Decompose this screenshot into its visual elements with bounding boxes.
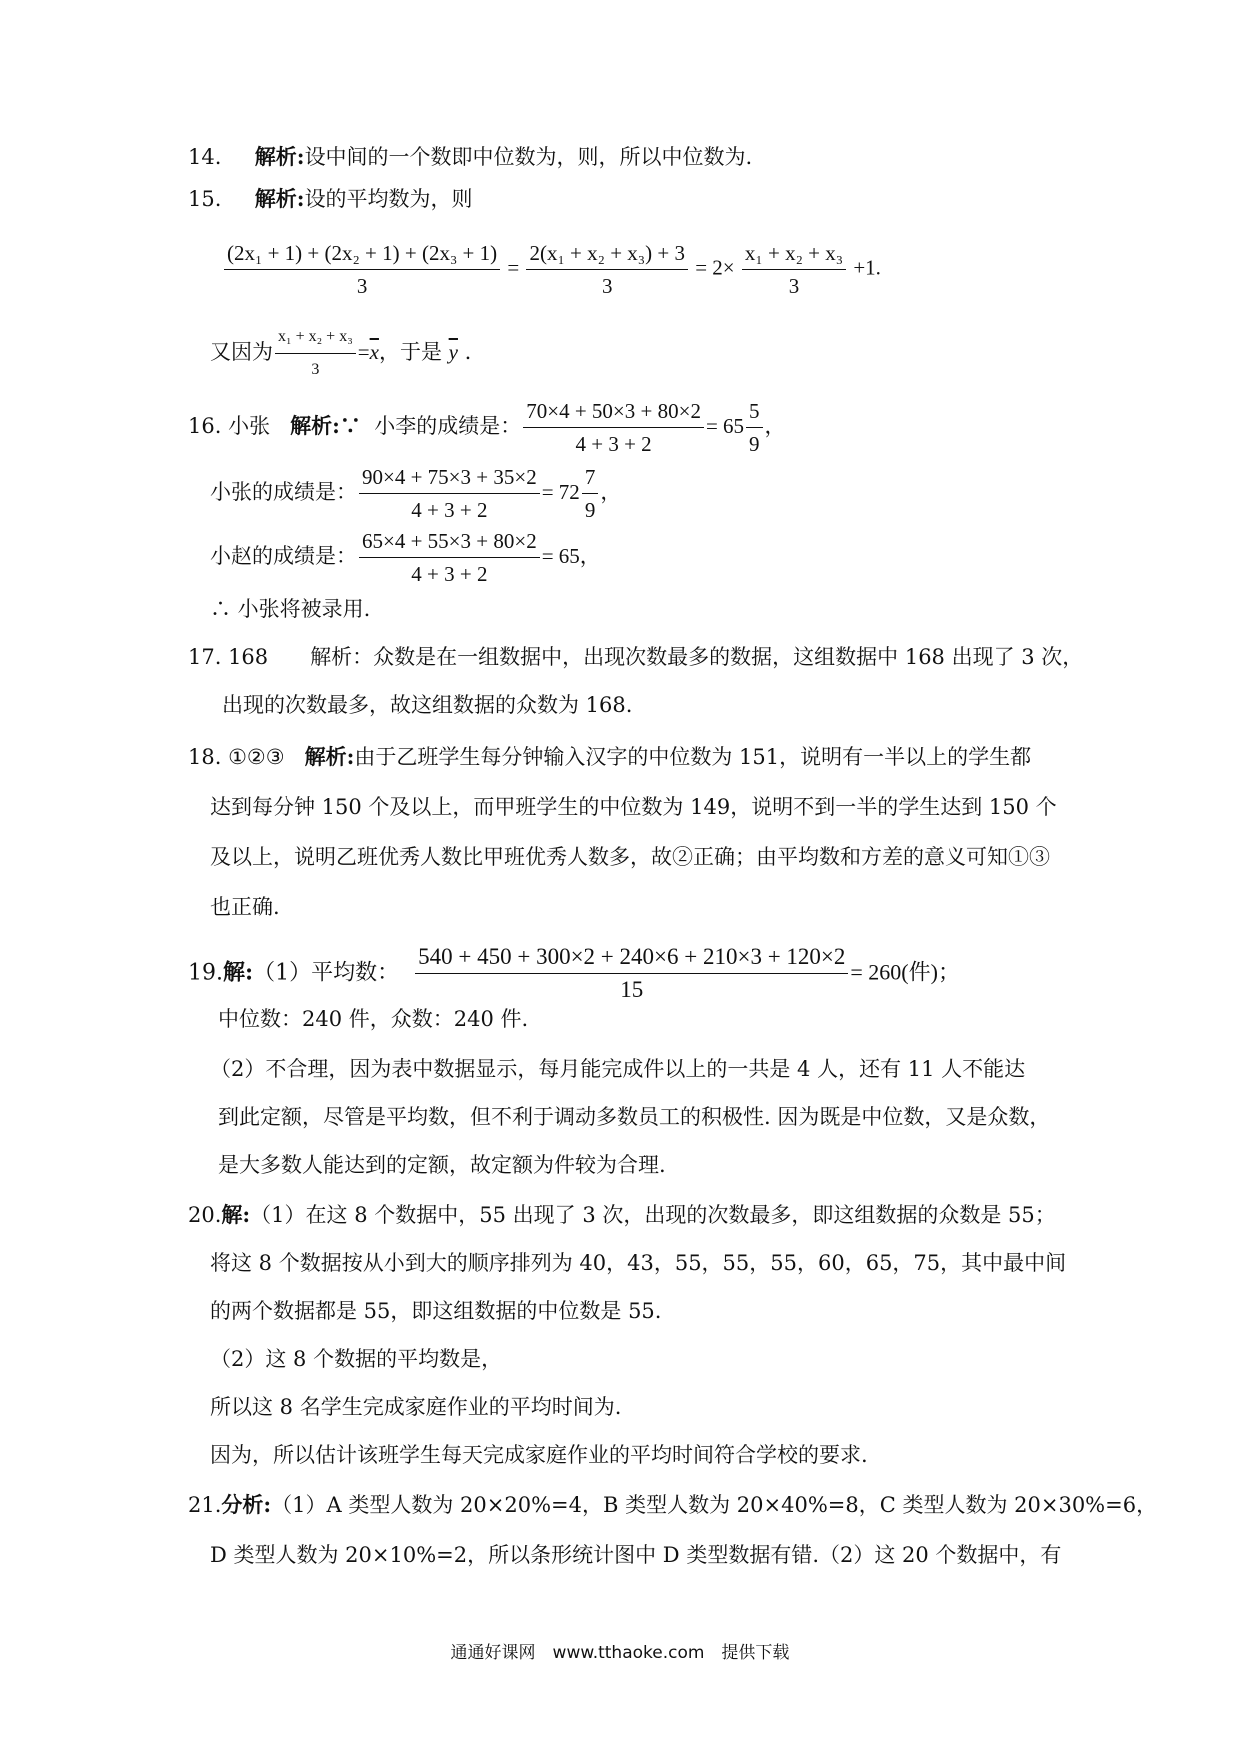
text: ， — [600, 480, 622, 504]
text: 又因为 — [210, 340, 273, 364]
fraction-denominator: 3 — [311, 361, 320, 378]
equation-text: = — [357, 340, 370, 364]
page-footer: 通通好课网 www.tthaoke.com 提供下载 — [450, 1643, 790, 1663]
fraction-numerator: 65×4 + 55×3 + 80×2 — [359, 526, 540, 558]
answer-21-line2: D 类型人数为 20×10%=2，所以条形统计图中 D 类型数据有错.（2）这 20 个数据中，有 — [210, 1543, 1062, 1567]
equation-text: = 72 — [541, 480, 580, 504]
answer-20-line4: （2）这 8 个数据的平均数是， — [210, 1347, 503, 1371]
fraction-denominator: 3 — [601, 274, 613, 298]
answer-16-line2 — [210, 462, 621, 525]
item-text: 设中间的一个数即中位数为，则，所以中位数为. — [304, 145, 753, 169]
item-text: （1）A 类型人数为 20×20%=4，B 类型人数为 20×40%=8，C 类型人数为 20×30%=6， — [271, 1493, 1158, 1517]
equation-text: = 2× — [695, 255, 735, 280]
answer-20-line3: 的两个数据都是 55，即这组数据的中位数是 55. — [210, 1299, 662, 1323]
fraction-denominator: 4 + 3 + 2 — [411, 562, 488, 586]
fraction-denominator: 3 — [788, 274, 800, 298]
item-number: 16. 小张 — [188, 414, 271, 438]
fraction-numerator: 70×4 + 50×3 + 80×2 — [523, 396, 704, 428]
fraction-numerator: x₁ + x₂ + x₃ — [275, 322, 356, 354]
answer-16-conclusion: ∴ 小张将被录用. — [210, 597, 371, 621]
fraction-numerator: 5 — [746, 396, 763, 428]
fraction-denominator: 3 — [356, 274, 368, 298]
answer-20-line6: 因为，所以估计该班学生每天完成家庭作业的平均时间符合学校的要求. — [210, 1443, 868, 1467]
fraction-numerator: (2x₁ + 1) + (2x₂ + 1) + (2x₃ + 1) — [224, 238, 500, 270]
equation-text: = 260(件)； — [850, 959, 960, 985]
item-number: 20. — [188, 1203, 222, 1227]
answer-19-line4: 到此定额，尽管是平均数，但不利于调动多数员工的积极性. 因为既是中位数，又是众数， — [218, 1105, 1051, 1129]
item-text: 设的平均数为，则 — [304, 187, 473, 211]
text: （1）平均数： — [253, 960, 400, 986]
item-number: 19. — [188, 960, 223, 986]
answer-18-line2: 达到每分钟 150 个及以上，而甲班学生的中位数为 149，说明不到一半的学生达到 150 个 — [210, 795, 1057, 819]
answer-14: 14. 解析:设中间的一个数即中位数为，则，所以中位数为. — [188, 144, 753, 169]
fraction-numerator: 2(x₁ + x₂ + x₃) + 3 — [526, 238, 687, 270]
text: ， — [764, 414, 786, 438]
answer-19-line1: 19.解:（1）平均数： $\frac{540 + 450 + 300\times 2 + 240\times 6 + 210\times 3 + 120\times 2}{15}$ = 260(件)； — [188, 942, 960, 1005]
answer-19-line5: 是大多数人能达到的定额，故定额为件较为合理. — [218, 1153, 666, 1177]
answer-18-line3: 及以上，说明乙班优秀人数比甲班优秀人数多，故②正确；由平均数和方差的意义可知①③ — [210, 845, 1050, 869]
mean-y: $\overline{y}$ — [448, 340, 458, 364]
item-text: （1）在这 8 个数据中，55 出现了 3 次，出现的次数最多，即这组数据的众数是 55； — [250, 1203, 1056, 1227]
fraction-numerator: x₁ + x₂ + x₃ — [742, 238, 846, 270]
text: 小张的成绩是： — [210, 480, 357, 504]
fraction-denominator: 9 — [584, 498, 596, 522]
item-text: 由于乙班学生每分钟输入汉字的中位数为 151，说明有一半以上的学生都 — [354, 745, 1032, 769]
fraction-numerator: 540 + 450 + 300×2 + 240×6 + 210×3 + 120×2 — [415, 942, 848, 974]
item-label: 解析 — [254, 144, 297, 169]
item-label: 分析 — [221, 1492, 264, 1517]
answer-16: 16. 小张 解析:∵ 小李的成绩是： $\frac{70\times 4 + 50\times 3 + 80\times 2}{4 + 3 + 2}$ = 65 $\frac{5}{9}$ ， — [188, 396, 786, 459]
item-number: 21. — [188, 1493, 222, 1517]
mean-x: $\overline{x}$ — [369, 340, 379, 364]
answer-16-line3 — [210, 526, 601, 589]
fraction-numerator: 90×4 + 75×3 + 35×2 — [359, 462, 540, 494]
because-symbol: ∵ — [339, 413, 361, 438]
answer-15: 15. 解析:设的平均数为，则 — [188, 186, 473, 211]
equation-15-line2 — [210, 322, 471, 385]
equation-15-main: $\frac{\text{(2x₁ + 1) + (2x₂ + 1) + (2x₃ + 1)}}{3}$ = $\frac{\text{2(x₁ + x₂ + x₃) + 3}}{3}$ = 2× $\frac{\text{x₁ + x₂ + x₃}}{3}$ +1. — [222, 238, 881, 301]
fraction-denominator: 4 + 3 + 2 — [411, 498, 488, 522]
item-number: 18. ①②③ — [188, 745, 285, 769]
answer-18-line1: 18. ①②③ 解析:由于乙班学生每分钟输入汉字的中位数为 151，说明有一半以上的学生都 — [188, 744, 1032, 769]
answer-21-line1: 21.分析:（1）A 类型人数为 20×20%=4，B 类型人数为 20×40%=8，C 类型人数为 20×30%=6， — [188, 1492, 1158, 1517]
answer-20-line2: 将这 8 个数据按从小到大的顺序排列为 40，43，55，55，55，60，65，75，其中最中间 — [210, 1251, 1067, 1275]
item-number: 15. — [188, 187, 222, 211]
item-label: 解析 — [254, 186, 297, 211]
text: 小赵的成绩是： — [210, 544, 357, 568]
answer-20-line1: 20.解:（1）在这 8 个数据中，55 出现了 3 次，出现的次数最多，即这组数据的众数是 55； — [188, 1202, 1056, 1227]
answer-17-line2: 出现的次数最多，故这组数据的众数为 168. — [222, 693, 633, 717]
item-label: 解 — [221, 1202, 243, 1227]
answer-17-line1: 17. 168 解析：众数是在一组数据中，出现次数最多的数据，这组数据中 168 出现了 3 次， — [188, 645, 1084, 669]
equation-text: = 65， — [541, 544, 601, 568]
equation-text: = 65 — [705, 414, 745, 438]
text: 小李的成绩是： — [374, 414, 522, 438]
text: . — [464, 340, 472, 364]
item-label: 解 — [223, 959, 246, 986]
text: ，于是 — [378, 340, 442, 364]
answer-20-line5: 所以这 8 名学生完成家庭作业的平均时间为. — [210, 1395, 622, 1419]
item-label: 解析 — [304, 744, 347, 769]
answer-19-line2: 中位数：240 件，众数：240 件. — [218, 1007, 529, 1031]
fraction-numerator: 7 — [582, 462, 599, 494]
item-number: 14. — [188, 145, 222, 169]
fraction-denominator: 15 — [620, 977, 644, 1002]
answer-19-line3: （2）不合理，因为表中数据显示，每月能完成件以上的一共是 4 人，还有 11 人不能达 — [210, 1057, 1026, 1081]
fraction-denominator: 9 — [749, 432, 760, 456]
equation-text: +1. — [853, 255, 881, 280]
answer-18-line4: 也正确. — [210, 895, 280, 919]
fraction-denominator: 4 + 3 + 2 — [575, 432, 652, 456]
item-label: 解析 — [290, 413, 333, 438]
